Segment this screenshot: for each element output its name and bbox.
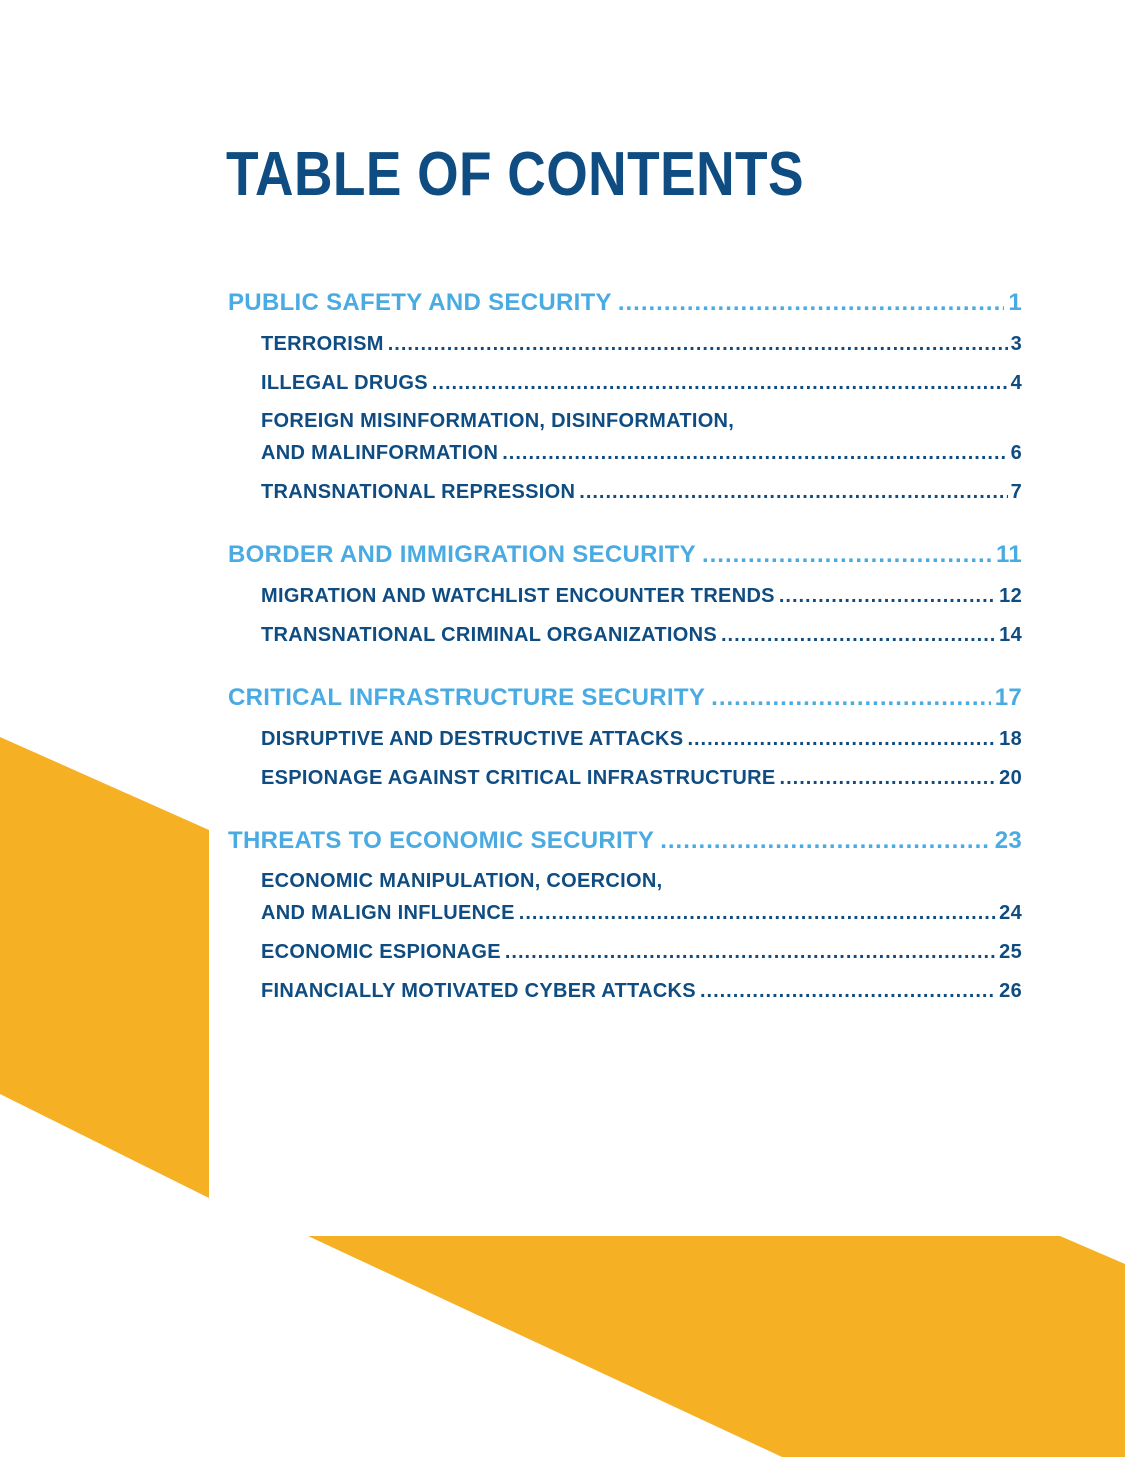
- toc-section: [228, 536, 1022, 652]
- toc-item[interactable]: [261, 866, 1022, 930]
- dot-leader: [780, 762, 997, 795]
- dot-leader: [519, 897, 996, 930]
- toc-item-page-number: 7: [1010, 481, 1022, 503]
- toc-item-line: [261, 476, 1022, 509]
- dot-leader: [687, 723, 996, 756]
- toc-item-line: [261, 936, 1022, 969]
- toc-item-title-line1: FOREIGN MISINFORMATION, DISINFORMATION,: [261, 410, 735, 432]
- toc-item-title: TRANSNATIONAL REPRESSION: [261, 481, 576, 503]
- toc-item-title: TERRORISM: [261, 333, 384, 355]
- left-accent-shape: [0, 737, 209, 1198]
- toc-item-line: [261, 367, 1022, 400]
- table-of-contents: [228, 284, 1022, 1035]
- dot-leader: [700, 975, 996, 1008]
- toc-item-page-number: 20: [999, 767, 1022, 789]
- toc-item-line: [261, 328, 1022, 361]
- page-title: TABLE OF CONTENTS: [226, 140, 805, 209]
- toc-item-line: [261, 723, 1022, 756]
- toc-item-title: ECONOMIC ESPIONAGE: [261, 941, 501, 963]
- toc-section-entry[interactable]: [228, 536, 1022, 574]
- toc-item-line: [261, 580, 1022, 613]
- toc-item[interactable]: [261, 580, 1022, 613]
- toc-section: [228, 679, 1022, 795]
- toc-item[interactable]: [261, 723, 1022, 756]
- toc-item-page-number: 12: [999, 585, 1022, 607]
- toc-item-page-number: 25: [999, 941, 1022, 963]
- toc-item-title: AND MALINFORMATION: [261, 442, 499, 464]
- section-title: THREATS TO ECONOMIC SECURITY: [228, 827, 655, 854]
- toc-item[interactable]: [261, 975, 1022, 1008]
- toc-section-entry[interactable]: [228, 284, 1022, 322]
- toc-item-list: [228, 328, 1022, 509]
- dot-leader: [432, 367, 1008, 400]
- toc-section: [228, 822, 1022, 1008]
- toc-item-page-number: 4: [1010, 372, 1022, 394]
- dot-leader: [388, 328, 1008, 361]
- toc-item-page-number: 26: [999, 980, 1022, 1002]
- toc-section-entry[interactable]: [228, 679, 1022, 717]
- section-page-number: 11: [996, 541, 1022, 568]
- toc-item[interactable]: [261, 762, 1022, 795]
- toc-item[interactable]: [261, 328, 1022, 361]
- dot-leader: [505, 936, 996, 969]
- section-title: CRITICAL INFRASTRUCTURE SECURITY: [228, 684, 706, 711]
- toc-item-page-number: 14: [999, 624, 1022, 646]
- toc-item-title: ILLEGAL DRUGS: [261, 372, 428, 394]
- dot-leader: [711, 679, 991, 717]
- toc-item-line: [261, 437, 1022, 470]
- section-title: PUBLIC SAFETY AND SECURITY: [228, 289, 612, 316]
- dot-leader: [618, 284, 1005, 322]
- toc-item-page-number: 18: [999, 728, 1022, 750]
- toc-item[interactable]: [261, 619, 1022, 652]
- section-page-number: 23: [994, 827, 1022, 854]
- dot-leader: [702, 536, 992, 574]
- toc-item[interactable]: [261, 367, 1022, 400]
- bottom-accent-shape: [308, 1236, 1125, 1457]
- dot-leader: [502, 437, 1007, 470]
- toc-item-title-line1: ECONOMIC MANIPULATION, COERCION,: [261, 870, 663, 892]
- toc-item-title: TRANSNATIONAL CRIMINAL ORGANIZATIONS: [261, 624, 717, 646]
- toc-item-list: [228, 866, 1022, 1008]
- dot-leader: [579, 476, 1007, 509]
- toc-item-list: [228, 580, 1022, 652]
- toc-item-line: [261, 762, 1022, 795]
- dot-leader: [779, 580, 996, 613]
- toc-item-title: DISRUPTIVE AND DESTRUCTIVE ATTACKS: [261, 728, 684, 750]
- dot-leader: [660, 822, 991, 860]
- toc-item-title: MIGRATION AND WATCHLIST ENCOUNTER TRENDS: [261, 585, 775, 607]
- section-title: BORDER AND IMMIGRATION SECURITY: [228, 541, 696, 568]
- section-page-number: 1: [1008, 289, 1022, 316]
- toc-item-line: [261, 619, 1022, 652]
- toc-item-list: [228, 723, 1022, 795]
- toc-item-title: FINANCIALLY MOTIVATED CYBER ATTACKS: [261, 980, 696, 1002]
- section-page-number: 17: [994, 684, 1022, 711]
- toc-item-line: [261, 975, 1022, 1008]
- toc-item-title: AND MALIGN INFLUENCE: [261, 902, 515, 924]
- toc-item[interactable]: [261, 936, 1022, 969]
- toc-item-page-number: 6: [1010, 442, 1022, 464]
- toc-item-page-number: 3: [1010, 333, 1022, 355]
- toc-item-title: ESPIONAGE AGAINST CRITICAL INFRASTRUCTURE: [261, 767, 776, 789]
- toc-section-entry[interactable]: [228, 822, 1022, 860]
- toc-item[interactable]: [261, 406, 1022, 470]
- toc-item[interactable]: [261, 476, 1022, 509]
- toc-item-page-number: 24: [999, 902, 1022, 924]
- dot-leader: [721, 619, 996, 652]
- toc-item-line: [261, 897, 1022, 930]
- toc-section: [228, 284, 1022, 509]
